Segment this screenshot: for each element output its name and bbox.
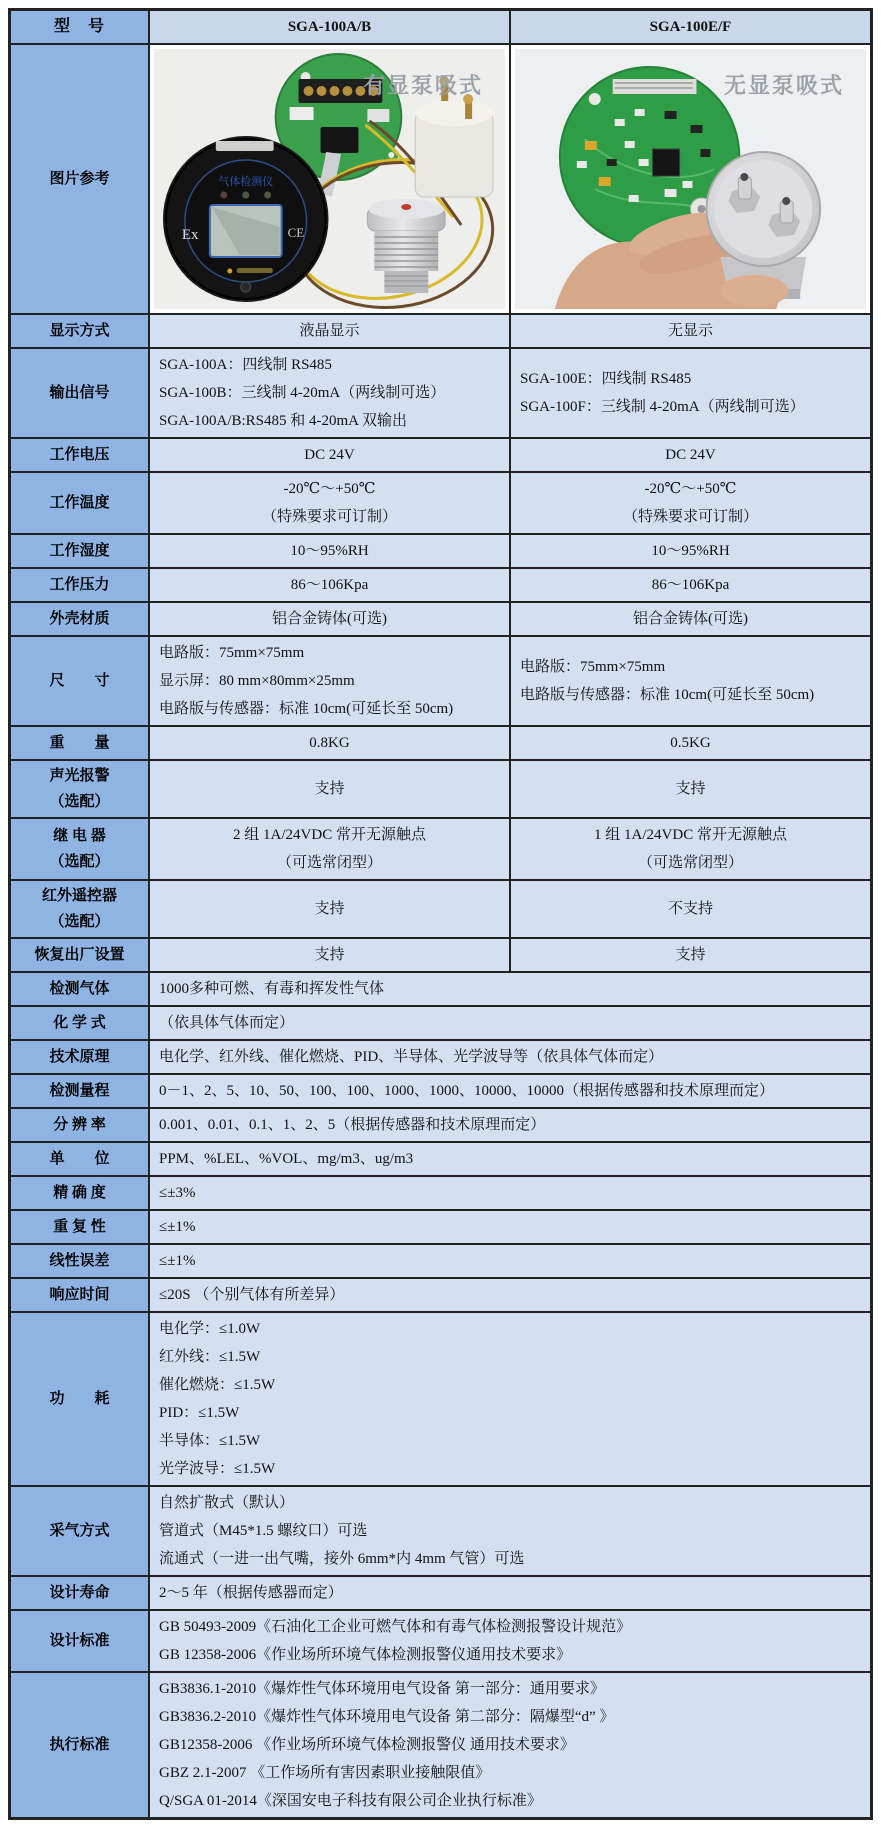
row-value bbox=[150, 1177, 870, 1209]
value-line: ≤±1% bbox=[159, 1253, 196, 1269]
spec-row-21 bbox=[11, 1245, 870, 1279]
product-photo-sga100ab bbox=[150, 45, 511, 313]
row-label bbox=[11, 1245, 150, 1277]
photo-left-watermark: 有显泵吸式 bbox=[362, 73, 483, 98]
spec-rows bbox=[11, 315, 870, 1817]
value-line: 半导体：≤1.5W bbox=[159, 1433, 261, 1449]
row-label-text: 化 学 式 bbox=[53, 1015, 106, 1031]
value-line: 无显示 bbox=[667, 323, 713, 339]
row-label bbox=[11, 1673, 150, 1817]
spec-row-13 bbox=[11, 973, 870, 1007]
row-value bbox=[511, 315, 870, 347]
value-line: 光学波导：≤1.5W bbox=[159, 1461, 276, 1477]
row-label-text: 显示方式 bbox=[49, 323, 110, 339]
row-label bbox=[11, 637, 150, 725]
value-line: 支持 bbox=[314, 947, 345, 963]
image-reference-row bbox=[11, 45, 870, 315]
product-photo-sga100ef bbox=[511, 45, 870, 313]
row-value bbox=[150, 1487, 870, 1575]
row-label-text: 继 电 器 bbox=[53, 828, 106, 844]
spec-row-18 bbox=[11, 1143, 870, 1177]
row-label-text: 设计寿命 bbox=[49, 1585, 110, 1601]
value-line: PID：≤1.5W bbox=[159, 1405, 240, 1421]
spec-row-19 bbox=[11, 1177, 870, 1211]
spec-row-11 bbox=[11, 881, 870, 939]
value-line: 管道式（M45*1.5 螺纹口）可选 bbox=[159, 1523, 368, 1539]
row-label-text-2: （选配） bbox=[49, 794, 110, 810]
value-line: （依具体气体而定） bbox=[159, 1015, 295, 1031]
row-value bbox=[150, 1143, 870, 1175]
row-value bbox=[150, 1007, 870, 1039]
device-title-text: 气体检测仪 bbox=[218, 175, 274, 189]
spec-row-0 bbox=[11, 315, 870, 349]
header-model-label bbox=[11, 11, 150, 43]
value-line: ≤±3% bbox=[159, 1185, 196, 1201]
value-line: -20℃～+50℃ bbox=[283, 481, 376, 497]
value-line: GB3836.1-2010《爆炸性气体环境用电气设备 第一部分：通用要求》 bbox=[159, 1681, 605, 1697]
photo-left bbox=[154, 49, 505, 309]
value-line: 0.001、0.01、0.1、1、2、5（根据传感器和技术原理而定） bbox=[159, 1117, 546, 1133]
spec-row-7 bbox=[11, 637, 870, 727]
value-line: 自然扩散式（默认） bbox=[159, 1495, 295, 1511]
value-line: 电路版与传感器：标准 10cm(可延长至 50cm) bbox=[520, 687, 815, 703]
value-line: 电路版：75mm×75mm bbox=[520, 659, 666, 675]
value-line: PPM、%LEL、%VOL、mg/m3、ug/m3 bbox=[159, 1151, 414, 1167]
row-label bbox=[11, 1313, 150, 1485]
spec-row-17 bbox=[11, 1109, 870, 1143]
row-value bbox=[150, 349, 511, 437]
spec-row-1 bbox=[11, 349, 870, 439]
row-value bbox=[511, 535, 870, 567]
row-label-text: 功 耗 bbox=[49, 1391, 110, 1407]
value-line: 流通式（一进一出气嘴，接外 6mm*内 4mm 气管）可选 bbox=[159, 1551, 525, 1567]
row-value bbox=[150, 535, 511, 567]
row-label bbox=[11, 1109, 150, 1141]
header-model-ab bbox=[150, 11, 511, 43]
spec-row-3 bbox=[11, 473, 870, 535]
spec-row-2 bbox=[11, 439, 870, 473]
row-value bbox=[150, 973, 870, 1005]
value-line: 铝合金铸体(可选) bbox=[272, 611, 387, 627]
row-label-text: 恢复出厂设置 bbox=[34, 947, 125, 963]
value-line: 不支持 bbox=[667, 901, 713, 917]
row-value bbox=[150, 1673, 870, 1817]
value-line: GB12358-2006 《作业场所环境气体检测报警仪 通用技术要求》 bbox=[159, 1737, 575, 1753]
spec-row-8 bbox=[11, 727, 870, 761]
row-label bbox=[11, 819, 150, 879]
row-value bbox=[150, 473, 511, 533]
value-line: （可选常闭型） bbox=[276, 855, 382, 871]
row-label-text: 检测量程 bbox=[49, 1083, 110, 1099]
value-line: SGA-100B：三线制 4-20mA（两线制可选） bbox=[159, 385, 446, 401]
row-value bbox=[150, 637, 511, 725]
value-line: SGA-100F：三线制 4-20mA（两线制可选） bbox=[520, 399, 805, 415]
value-line: ≤±1% bbox=[159, 1219, 196, 1235]
value-line: 电路版与传感器：标准 10cm(可延长至 50cm) bbox=[159, 701, 454, 717]
value-line: 红外线：≤1.5W bbox=[159, 1349, 261, 1365]
value-line: SGA-100E：四线制 RS485 bbox=[520, 371, 692, 387]
row-label bbox=[11, 1211, 150, 1243]
row-label bbox=[11, 727, 150, 759]
row-label-text: 工作压力 bbox=[49, 577, 110, 593]
row-label bbox=[11, 1577, 150, 1609]
row-label-text: 检测气体 bbox=[49, 981, 110, 997]
row-value bbox=[511, 439, 870, 471]
value-line: ≤20S （个别气体有所差异） bbox=[159, 1287, 345, 1303]
row-value bbox=[150, 569, 511, 601]
value-line: -20℃～+50℃ bbox=[644, 481, 737, 497]
row-value bbox=[150, 1041, 870, 1073]
row-label-text: 设计标准 bbox=[49, 1633, 110, 1649]
row-value bbox=[511, 939, 870, 971]
row-value bbox=[511, 761, 870, 817]
row-label bbox=[11, 1279, 150, 1311]
table-header-row bbox=[11, 11, 870, 45]
row-label-text: 声光报警 bbox=[49, 768, 110, 784]
value-line: SGA-100A/B:RS485 和 4-20mA 双输出 bbox=[159, 413, 407, 429]
row-label-text: 精 确 度 bbox=[53, 1185, 106, 1201]
row-value bbox=[150, 1245, 870, 1277]
image-row-label: 图片参考 bbox=[11, 45, 150, 313]
row-label bbox=[11, 603, 150, 635]
value-line: 铝合金铸体(可选) bbox=[633, 611, 748, 627]
row-label-text-2: （选配） bbox=[49, 854, 110, 870]
header-model-ab-text: SGA-100A/B bbox=[287, 19, 372, 35]
value-line: 0.5KG bbox=[670, 735, 711, 751]
ce-mark-text: CE bbox=[287, 224, 305, 241]
row-label bbox=[11, 1177, 150, 1209]
row-value bbox=[150, 315, 511, 347]
value-line: 支持 bbox=[314, 781, 345, 797]
value-line: 2 组 1A/24VDC 常开无源触点 bbox=[233, 827, 426, 843]
value-line: 电化学、红外线、催化燃烧、PID、半导体、光学波导等（依具体气体而定） bbox=[159, 1049, 664, 1065]
thumb bbox=[720, 275, 788, 307]
spec-row-25 bbox=[11, 1577, 870, 1611]
spec-row-14 bbox=[11, 1007, 870, 1041]
value-line: 1000多种可燃、有毒和挥发性气体 bbox=[159, 981, 385, 997]
gas-detector-front bbox=[163, 136, 329, 302]
value-line: GB3836.2-2010《爆炸性气体环境用电气设备 第二部分：隔爆型“d” 》 bbox=[159, 1709, 615, 1725]
spec-row-15 bbox=[11, 1041, 870, 1075]
spec-row-10 bbox=[11, 819, 870, 881]
row-label-text: 工作电压 bbox=[49, 447, 110, 463]
row-label bbox=[11, 973, 150, 1005]
row-label-text: 尺 寸 bbox=[49, 673, 110, 689]
row-value bbox=[150, 727, 511, 759]
value-line: （特殊要求可订制） bbox=[622, 509, 758, 525]
row-label bbox=[11, 439, 150, 471]
value-line: （可选常闭型） bbox=[637, 855, 743, 871]
row-label bbox=[11, 315, 150, 347]
row-value bbox=[150, 1611, 870, 1671]
row-value bbox=[150, 761, 511, 817]
value-line: 电路版：75mm×75mm bbox=[159, 645, 305, 661]
value-line: DC 24V bbox=[304, 447, 355, 463]
row-label-text: 采气方式 bbox=[49, 1523, 110, 1539]
row-value bbox=[150, 1577, 870, 1609]
value-line: 支持 bbox=[314, 901, 345, 917]
row-label-text: 输出信号 bbox=[49, 385, 110, 401]
value-line: DC 24V bbox=[665, 447, 716, 463]
value-line: SGA-100A：四线制 RS485 bbox=[159, 357, 332, 373]
value-line: 支持 bbox=[675, 781, 706, 797]
row-value bbox=[511, 349, 870, 437]
row-label bbox=[11, 473, 150, 533]
spec-row-20 bbox=[11, 1211, 870, 1245]
photo-right-watermark: 无显泵吸式 bbox=[723, 73, 844, 98]
value-line: 催化燃烧：≤1.5W bbox=[159, 1377, 276, 1393]
row-value bbox=[511, 569, 870, 601]
row-value bbox=[150, 939, 511, 971]
row-label-text: 工作温度 bbox=[49, 495, 110, 511]
row-value bbox=[150, 1211, 870, 1243]
row-label-text: 单 位 bbox=[49, 1151, 110, 1167]
row-label-text: 外壳材质 bbox=[49, 611, 110, 627]
value-line: Q/SGA 01-2014《深国安电子科技有限公司企业执行标准》 bbox=[159, 1793, 542, 1809]
row-label bbox=[11, 881, 150, 937]
header-model-ef bbox=[511, 11, 870, 43]
value-line: GB 50493-2009《石油化工企业可燃气体和有毒气体检测报警设计规范》 bbox=[159, 1619, 632, 1635]
value-line: （特殊要求可订制） bbox=[261, 509, 397, 525]
spec-row-22 bbox=[11, 1279, 870, 1313]
photo-right bbox=[515, 49, 866, 309]
spec-row-23 bbox=[11, 1313, 870, 1487]
value-line: 0.8KG bbox=[309, 735, 350, 751]
row-value bbox=[150, 1279, 870, 1311]
spec-row-9 bbox=[11, 761, 870, 819]
spec-row-12 bbox=[11, 939, 870, 973]
row-label bbox=[11, 939, 150, 971]
spec-row-26 bbox=[11, 1611, 870, 1673]
value-line: 2～5 年（根据传感器而定） bbox=[159, 1585, 343, 1601]
value-line: 液晶显示 bbox=[299, 323, 360, 339]
row-label-text: 响应时间 bbox=[49, 1287, 110, 1303]
value-line: 1 组 1A/24VDC 常开无源触点 bbox=[594, 827, 787, 843]
row-label-text: 线性误差 bbox=[49, 1253, 110, 1269]
row-label bbox=[11, 1487, 150, 1575]
row-label-text: 红外遥控器 bbox=[41, 888, 117, 904]
row-label-text: 重 量 bbox=[49, 735, 110, 751]
row-value bbox=[150, 819, 511, 879]
row-value bbox=[511, 603, 870, 635]
value-line: 10～95%RH bbox=[651, 543, 730, 559]
spec-row-6 bbox=[11, 603, 870, 637]
row-label bbox=[11, 1143, 150, 1175]
row-label bbox=[11, 1611, 150, 1671]
value-line: 0－1、2、5、10、50、100、100、1000、1000、10000、10000（根据传感器和技术原理而定） bbox=[159, 1083, 775, 1099]
row-label bbox=[11, 761, 150, 817]
row-label bbox=[11, 1075, 150, 1107]
row-label-text: 分 辨 率 bbox=[53, 1117, 106, 1133]
row-value bbox=[511, 727, 870, 759]
row-label bbox=[11, 535, 150, 567]
row-value bbox=[511, 473, 870, 533]
row-value bbox=[150, 603, 511, 635]
spec-row-4 bbox=[11, 535, 870, 569]
value-line: 电化学：≤1.0W bbox=[159, 1321, 261, 1337]
row-label-text: 工作湿度 bbox=[49, 543, 110, 559]
row-value bbox=[511, 637, 870, 725]
value-line: 86～106Kpa bbox=[651, 577, 730, 593]
spec-row-16 bbox=[11, 1075, 870, 1109]
value-line: GBZ 2.1-2007 《工作场所有害因素职业接触限值》 bbox=[159, 1765, 491, 1781]
value-line: GB 12358-2006《作业场所环境气体检测报警仪通用技术要求》 bbox=[159, 1647, 572, 1663]
value-line: 支持 bbox=[675, 947, 706, 963]
spec-row-27 bbox=[11, 1673, 870, 1817]
row-value bbox=[150, 1075, 870, 1107]
row-label bbox=[11, 1041, 150, 1073]
row-label-text: 技术原理 bbox=[49, 1049, 110, 1065]
row-label-text: 重 复 性 bbox=[53, 1219, 106, 1235]
value-line: 显示屏：80 mm×80mm×25mm bbox=[159, 673, 355, 689]
ex-mark-text: Ex bbox=[181, 226, 199, 244]
row-value bbox=[150, 1109, 870, 1141]
row-label bbox=[11, 349, 150, 437]
spec-row-24 bbox=[11, 1487, 870, 1577]
row-value bbox=[150, 881, 511, 937]
row-label-text: 执行标准 bbox=[49, 1737, 110, 1753]
spec-table bbox=[8, 8, 873, 1820]
row-value bbox=[150, 439, 511, 471]
row-value bbox=[150, 1313, 870, 1485]
value-line: 86～106Kpa bbox=[290, 577, 369, 593]
row-label bbox=[11, 569, 150, 601]
spec-row-5 bbox=[11, 569, 870, 603]
row-value bbox=[511, 819, 870, 879]
header-model-ef-text: SGA-100E/F bbox=[649, 19, 732, 35]
row-label-text-2: （选配） bbox=[49, 914, 110, 930]
row-value bbox=[511, 881, 870, 937]
row-label bbox=[11, 1007, 150, 1039]
value-line: 10～95%RH bbox=[290, 543, 369, 559]
header-model-label-text: 型 号 bbox=[53, 18, 105, 35]
